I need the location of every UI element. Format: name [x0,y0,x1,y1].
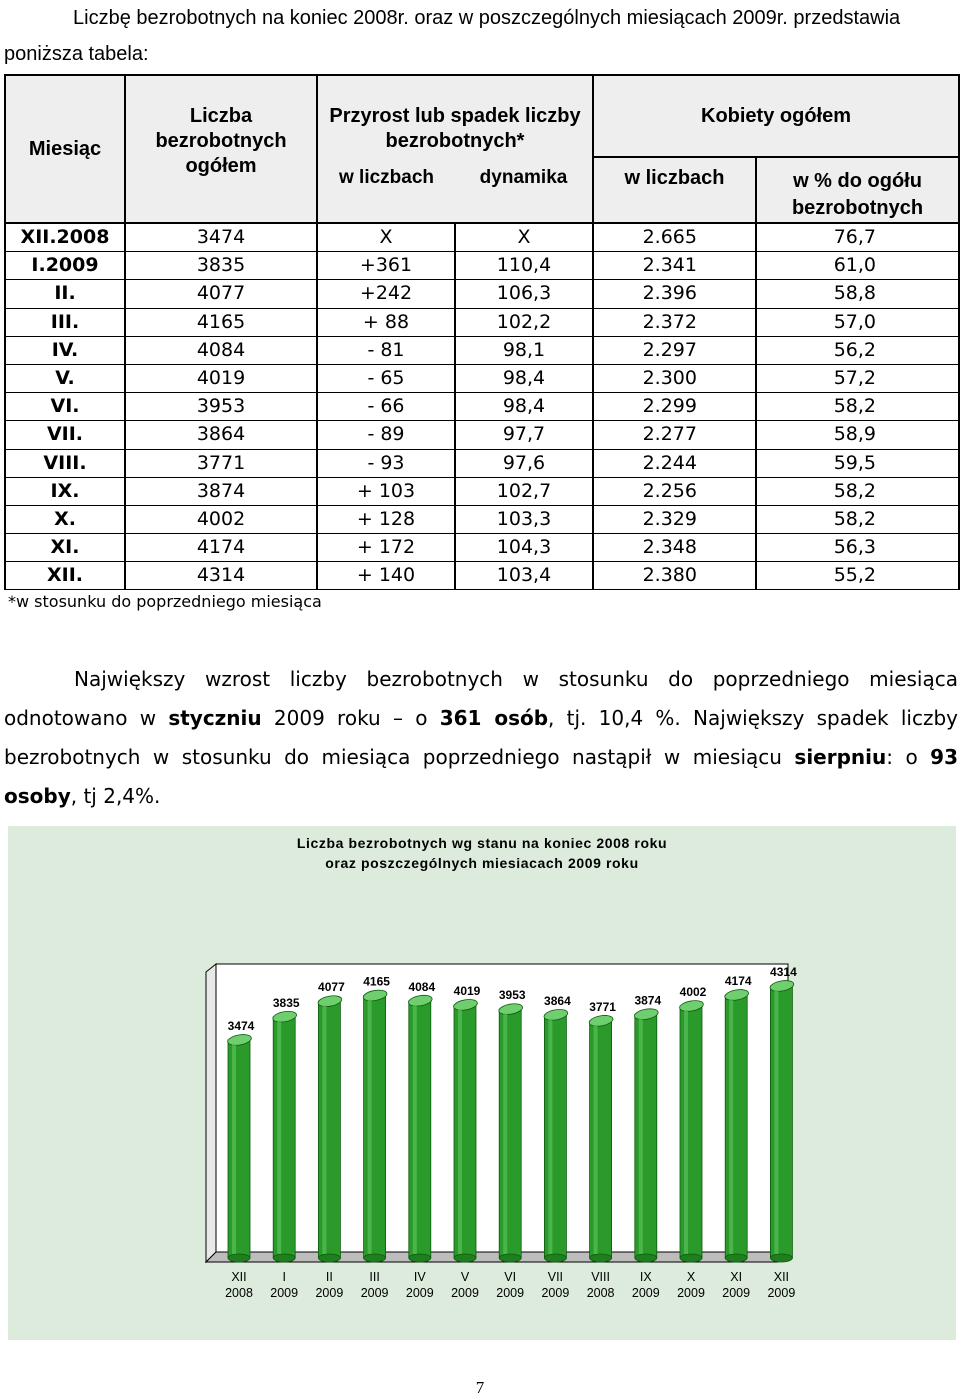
bar-1 [273,1017,295,1258]
cell-change: +361 [317,252,455,280]
bar-highlight-5 [458,1009,462,1254]
x-tick-month: III [369,1270,380,1284]
x-tick-month: VIII [591,1270,610,1284]
cell-change: + 103 [317,477,455,505]
x-tick-year: 2009 [767,1286,796,1300]
cell-women-count: 2.329 [593,505,756,533]
cell-month: II. [5,280,125,308]
table-row [5,364,959,392]
bar-5 [454,1005,476,1258]
cell-women-pct: 61,0 [756,252,959,280]
bar-highlight-11 [729,999,733,1254]
table-footnote: *w stosunku do poprzedniego miesiąca [8,592,322,611]
bar-highlight-4 [413,1005,417,1254]
bar-4 [409,1001,431,1258]
bar-base-8 [590,1254,612,1262]
bar-base-7 [544,1254,566,1262]
bar-7 [544,1015,566,1258]
bar-base-6 [499,1254,521,1262]
summary-paragraph [4,660,958,816]
cell-month: V. [5,364,125,392]
cell-total: 3771 [125,449,317,477]
para-bold-january: styczniu [168,706,262,730]
cell-dynamics: 103,3 [455,505,593,533]
cell-change: + 88 [317,308,455,336]
chart-container [8,826,956,1340]
bar-highlight-9 [639,1018,643,1254]
bar-base-3 [364,1254,386,1262]
cell-total: 4084 [125,336,317,364]
cell-women-count: 2.341 [593,252,756,280]
cell-total: 4165 [125,308,317,336]
cell-women-count: 2.665 [593,223,756,252]
bar-value-label: 4084 [408,979,436,994]
bar-value-label: 4174 [724,974,752,988]
intro-line-2: poniższa tabela: [4,43,149,65]
table-row [5,393,959,421]
cell-change: - 93 [317,449,455,477]
x-tick-month: VII [547,1270,564,1284]
bar-8 [590,1021,612,1258]
cell-women-count: 2.372 [593,308,756,336]
header-change-dyn: dynamika [455,157,593,223]
table-row [5,505,959,533]
cell-month: XII.2008 [5,223,125,252]
table-row [5,534,959,562]
cell-month: I.2009 [5,252,125,280]
x-tick-month: XI [730,1270,743,1284]
bar-highlight-8 [594,1025,598,1254]
cell-total: 4314 [125,562,317,590]
cell-dynamics: 102,2 [455,308,593,336]
bar-value-label: 4077 [318,980,345,995]
table-row [5,280,959,308]
x-tick-year: 2009 [270,1286,299,1300]
table-row [5,252,959,280]
bar-value-label: 3874 [634,993,662,1008]
cell-month: III. [5,308,125,336]
x-tick-year: 2009 [496,1286,525,1300]
header-women-pct: w % do ogółu bezrobotnych [756,157,959,223]
cell-dynamics: 104,3 [455,534,593,562]
cell-dynamics: 98,4 [455,364,593,392]
cell-month: IX. [5,477,125,505]
x-tick-year: 2009 [405,1286,434,1300]
unemployment-table-wrap [4,74,958,590]
bar-value-label: 3835 [272,995,300,1010]
cell-dynamics: 103,4 [455,562,593,590]
table-row [5,308,959,336]
cell-change: - 66 [317,393,455,421]
cell-month: XII. [5,562,125,590]
cell-month: XI. [5,534,125,562]
cell-total: 4019 [125,364,317,392]
x-tick-month: IX [639,1270,652,1284]
cell-women-pct: 58,2 [756,505,959,533]
cell-women-count: 2.348 [593,534,756,562]
cell-women-count: 2.396 [593,280,756,308]
cell-dynamics: X [455,223,593,252]
para-bold-93: 93 osoby [4,745,958,808]
cell-women-count: 2.380 [593,562,756,590]
header-change: Przyrost lub spadek liczby bezrobotnych* [317,75,593,157]
bar-value-label: 4165 [363,974,390,989]
x-tick-month: XII [231,1270,247,1284]
cell-women-pct: 56,2 [756,336,959,364]
cell-change: + 140 [317,562,455,590]
x-tick-year: 2009 [315,1286,344,1300]
para-text-1: Największy wzrost liczby bezrobotnych w stosunku do poprzedniego miesiąca odnotowano w [4,667,958,730]
cell-women-pct: 58,9 [756,421,959,449]
x-tick-year: 2009 [677,1286,705,1300]
cell-women-pct: 58,2 [756,393,959,421]
para-bold-august: sierpniu [794,745,887,769]
chart-side-wall [206,964,216,1262]
para-text-3: , tj. 10,4 %. Największy spadek liczby bezrobotnych w stosunku do miesiąca poprzedniego nastąpił w miesiącu [4,706,958,769]
cell-women-count: 2.297 [593,336,756,364]
cell-dynamics: 110,4 [455,252,593,280]
cell-total: 4174 [125,534,317,562]
x-tick-year: 2009 [722,1286,751,1300]
para-text-5: , tj 2,4%. [70,784,161,808]
bar-highlight-12 [774,990,778,1254]
bar-3 [364,996,386,1258]
bar-highlight-7 [548,1019,552,1254]
x-tick-month: X [686,1270,696,1284]
bar-value-label: 3953 [498,988,526,1003]
bar-6 [499,1009,521,1258]
cell-dynamics: 106,3 [455,280,593,308]
bar-value-label: 4314 [770,965,797,979]
intro-line-1: Liczbę bezrobotnych na koniec 2008r. oraz w poszczególnych miesiącach 2009r. przedstawia [73,7,901,29]
x-tick-month: XII [773,1270,790,1284]
cell-women-pct: 56,3 [756,534,959,562]
header-total: Liczba bezrobotnych ogółem [125,75,317,223]
bar-highlight-0 [232,1044,236,1254]
x-tick-year: 2009 [631,1286,660,1300]
x-tick-year: 2009 [360,1286,389,1300]
bar-value-label: 3474 [227,1019,255,1033]
bar-value-label: 4019 [453,983,481,998]
cell-dynamics: 98,4 [455,393,593,421]
table-row [5,223,959,252]
bar-base-5 [454,1254,476,1262]
bar-10 [680,1006,702,1258]
cell-women-count: 2.299 [593,393,756,421]
page-number: 7 [475,1378,485,1397]
x-tick-year: 2009 [451,1286,479,1300]
header-women-count: w liczbach [593,157,756,223]
para-text-4: : o [886,745,931,769]
cell-women-pct: 57,0 [756,308,959,336]
bar-11 [725,995,747,1258]
cell-month: VII. [5,421,125,449]
x-tick-month: I [282,1270,286,1284]
cell-women-count: 2.244 [593,449,756,477]
cell-women-pct: 58,8 [756,280,959,308]
cell-women-pct: 55,2 [756,562,959,590]
x-tick-year: 2008 [586,1286,615,1300]
bar-value-label: 3771 [589,999,616,1014]
cell-total: 3835 [125,252,317,280]
chart-title-line-1: Liczba bezrobotnych wg stanu na koniec 2008 roku [296,835,668,851]
cell-women-count: 2.277 [593,421,756,449]
chart-title-line-2: oraz poszczególnych miesiacach 2009 roku [325,855,639,871]
header-women: Kobiety ogółem [593,75,959,157]
x-tick-month: VI [504,1270,517,1284]
x-tick-month: II [325,1270,333,1284]
table-row [5,449,959,477]
bar-base-4 [409,1254,431,1262]
cell-women-pct: 57,2 [756,364,959,392]
bar-highlight-3 [368,1000,372,1254]
cell-total: 3874 [125,477,317,505]
bar-base-2 [318,1254,340,1262]
cell-change: - 81 [317,336,455,364]
cell-dynamics: 102,7 [455,477,593,505]
cell-women-count: 2.300 [593,364,756,392]
bar-base-1 [273,1254,295,1262]
intro-text [0,0,960,73]
bar-value-label: 4002 [679,985,707,1000]
table-row [5,336,959,364]
cell-dynamics: 97,6 [455,449,593,477]
cell-total: 4077 [125,280,317,308]
x-tick-month: V [460,1270,470,1284]
unemployment-table [4,74,960,590]
cell-women-pct: 59,5 [756,449,959,477]
cell-change: X [317,223,455,252]
table-row [5,477,959,505]
para-bold-361: 361 osób [439,706,549,730]
table-body [5,223,959,590]
header-change-count: w liczbach [317,157,455,223]
cell-month: IV. [5,336,125,364]
cell-month: VI. [5,393,125,421]
bar-9 [635,1014,657,1258]
cell-dynamics: 98,1 [455,336,593,364]
bar-2 [318,1001,340,1258]
cell-women-pct: 76,7 [756,223,959,252]
table-row [5,562,959,590]
bar-highlight-10 [684,1010,688,1254]
x-tick-year: 2008 [225,1286,253,1300]
bar-chart [8,826,956,1340]
bar-highlight-6 [503,1013,507,1254]
cell-total: 3864 [125,421,317,449]
bar-base-12 [770,1254,792,1262]
cell-women-count: 2.256 [593,477,756,505]
bar-base-0 [228,1254,250,1262]
cell-change: - 89 [317,421,455,449]
bar-base-9 [635,1254,657,1262]
cell-month: X. [5,505,125,533]
cell-change: - 65 [317,364,455,392]
cell-total: 4002 [125,505,317,533]
para-text-2: 2009 roku – o [261,706,440,730]
cell-change: + 128 [317,505,455,533]
cell-dynamics: 97,7 [455,421,593,449]
bar-0 [228,1040,250,1258]
cell-change: + 172 [317,534,455,562]
table-row [5,421,959,449]
x-tick-month: IV [413,1270,426,1284]
bar-highlight-2 [322,1005,326,1254]
cell-total: 3474 [125,223,317,252]
bar-base-11 [725,1254,747,1262]
cell-change: +242 [317,280,455,308]
cell-women-pct: 58,2 [756,477,959,505]
cell-month: VIII. [5,449,125,477]
header-month: Miesiąc [5,75,125,223]
x-tick-year: 2009 [541,1286,570,1300]
bar-highlight-1 [277,1021,281,1254]
cell-total: 3953 [125,393,317,421]
bar-12 [770,986,792,1258]
bar-value-label: 3864 [544,993,571,1008]
bar-base-10 [680,1254,702,1262]
